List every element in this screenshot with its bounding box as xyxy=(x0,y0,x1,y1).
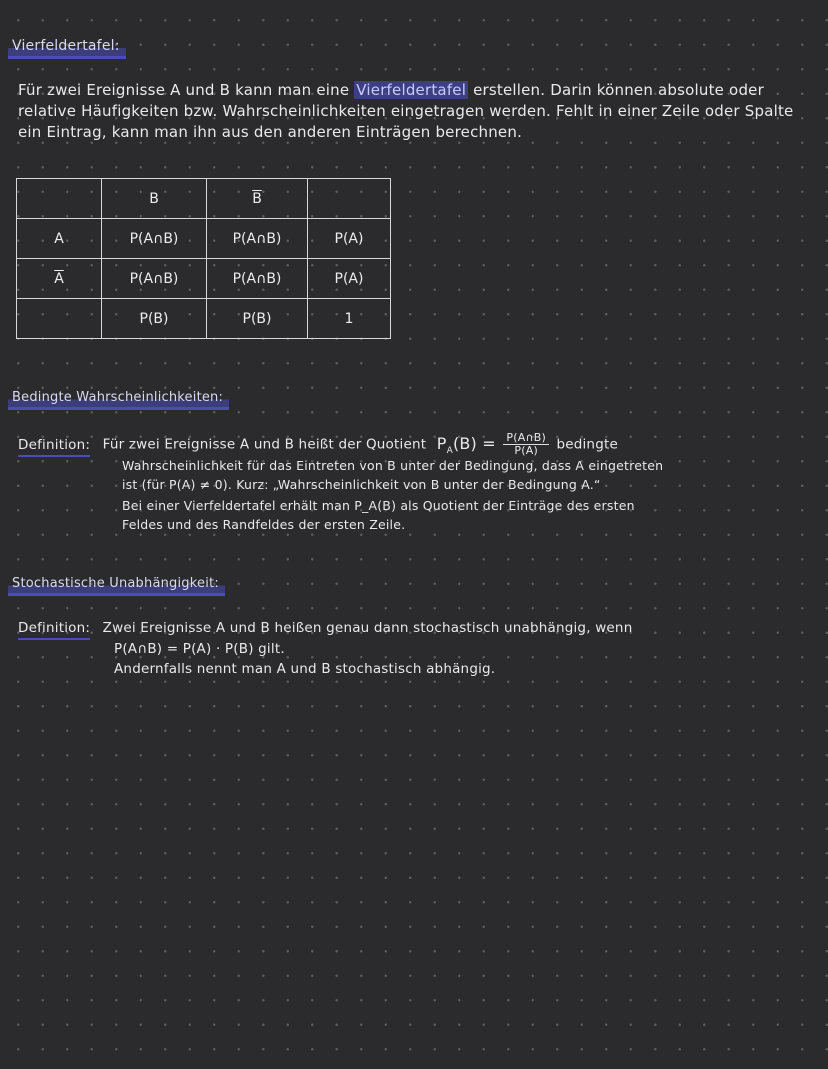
table-row xyxy=(17,299,391,339)
intro-text-before: Für zwei Ereignisse A und B kann man eine xyxy=(18,81,350,99)
def-line5: Feldes und des Randfeldes der ersten Zeile. xyxy=(122,517,406,532)
def-line1-after: bedingte xyxy=(556,436,618,453)
table-cell: P(A∩B) xyxy=(102,219,207,259)
stoch-line3: Andernfalls nennt man A und B stochastisch abhängig. xyxy=(114,661,496,677)
term-highlight: Vierfeldertafel xyxy=(356,81,467,99)
def-line2: Wahrscheinlichkeit für das Eintreten von B unter der Bedingung, dass A eingetreten xyxy=(122,458,664,473)
fraction-denominator: P(A) xyxy=(514,444,538,457)
def-line1-before: Für zwei Ereignisse A und B heißt der Quotient xyxy=(102,436,427,453)
table-cell: B xyxy=(102,179,207,219)
vierfeldertafel-table xyxy=(16,178,391,339)
table-row xyxy=(17,259,391,299)
table-cell: $\overline{B}$ xyxy=(207,179,308,219)
def-line3: ist (für P(A) ≠ 0). Kurz: „Wahrscheinlichkeit von B unter der Bedingung A.“ xyxy=(122,477,601,492)
table-row xyxy=(17,219,391,259)
table-cell xyxy=(17,179,102,219)
stoch-line2: P(A∩B) = P(A) · P(B) gilt. xyxy=(114,641,285,657)
definition-stochastisch xyxy=(18,619,632,640)
table-cell: P(B) xyxy=(207,299,308,339)
stoch-line1: Zwei Ereignisse A und B heißen genau dann stochastisch unabhängig, wenn xyxy=(102,620,633,636)
table-cell: P(A∩B) xyxy=(207,219,308,259)
fraction xyxy=(503,432,549,457)
table-cell xyxy=(308,179,391,219)
table-cell xyxy=(17,299,102,339)
pa-argument: (B) = xyxy=(452,433,496,453)
table-cell: P(B) xyxy=(102,299,207,339)
definition-label: Definition: xyxy=(18,436,90,457)
definition-label: Definition: xyxy=(18,619,90,640)
pa-symbol xyxy=(436,433,496,456)
pa-subscript: A xyxy=(446,445,453,456)
table-header-row xyxy=(17,179,391,219)
fraction-numerator: P(A∩B) xyxy=(503,432,549,445)
pa-letter: P xyxy=(436,433,447,453)
table-cell: P(A) xyxy=(308,219,391,259)
def-line4: Bei einer Vierfeldertafel erhält man P_A(B) als Quotient der Einträge des ersten xyxy=(122,498,635,513)
table-cell: 1 xyxy=(308,299,391,339)
table-cell: $\overline{A}$ xyxy=(17,259,102,299)
heading-stochastisch: Stochastische Unabhängigkeit: xyxy=(8,576,225,596)
table-cell: A xyxy=(17,219,102,259)
intro-text-after: erstellen. Darin können absolute oder relative Häufigkeiten bzw. Wahrscheinlichkeiten eingetragen werden. Fehlt in einer Zeile oder Spalte ein Eintrag, kann man ihn aus den anderen Einträgen berechnen. xyxy=(18,81,794,141)
table-cell: P(A∩B) xyxy=(207,259,308,299)
heading-bedingte: Bedingte Wahrscheinlichkeiten: xyxy=(8,390,229,410)
intro-paragraph xyxy=(18,80,813,143)
table-cell: P(A) xyxy=(308,259,391,299)
table-cell: P(A∩B) xyxy=(102,259,207,299)
heading-vierfeldertafel: Vierfeldertafel: xyxy=(8,38,126,59)
